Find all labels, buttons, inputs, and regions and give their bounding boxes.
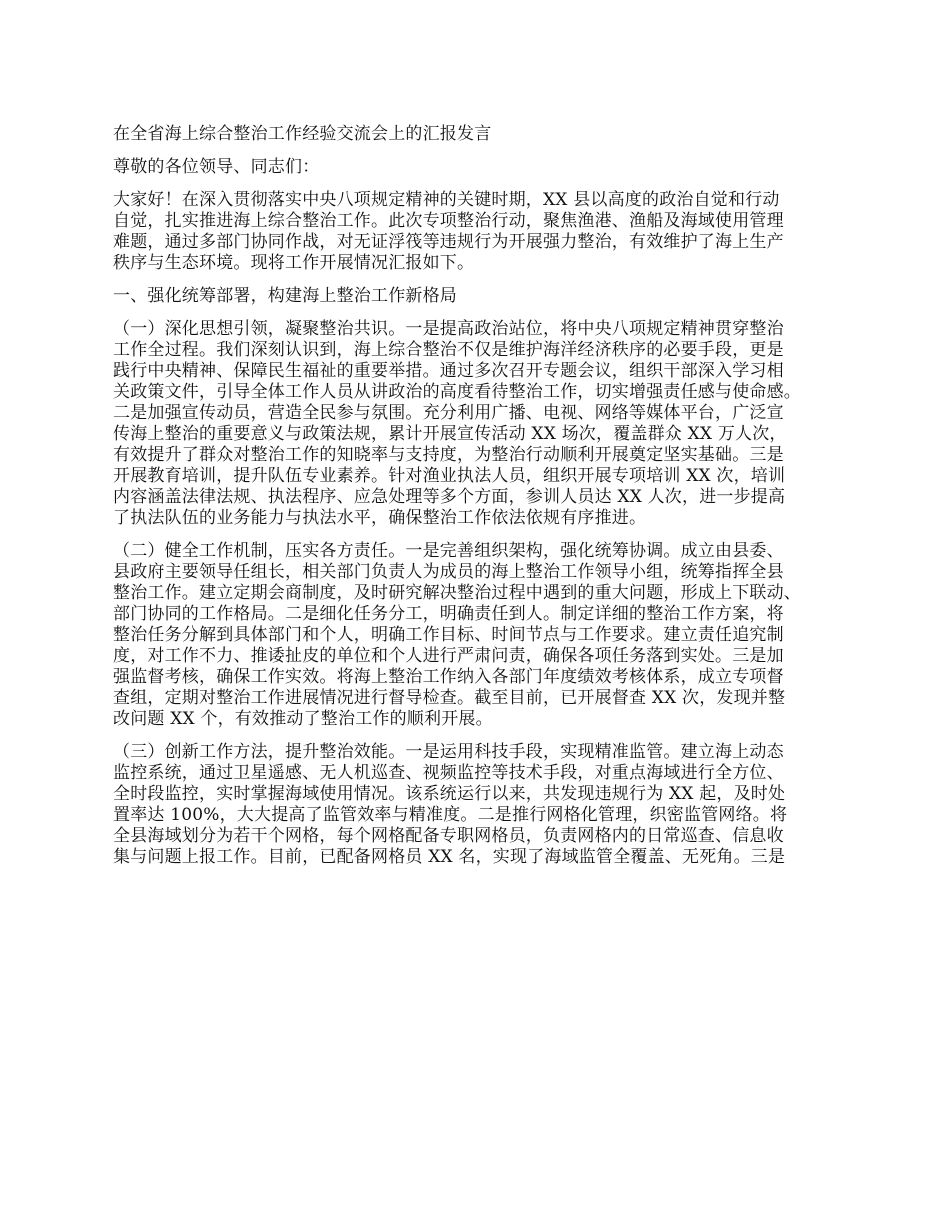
text-line: 二是加强宣传动员，营造全民参与氛围。充分利用广播、电视、网络等媒体平台，广泛宣 — [113, 403, 784, 423]
text-line: 自觉，扎实推进海上综合整治工作。此次专项整治行动，聚焦渔港、渔船及海域使用管理 — [113, 211, 784, 231]
text-line: 难题，通过多部门协同作战，对无证浮筏等违规行为开展强力整治，有效维护了海上生产 — [113, 232, 784, 252]
text-line: （一）深化思想引领，凝聚整治共识。一是提高政治站位，将中央八项规定精神贯穿整治 — [113, 319, 784, 339]
text-line: 置率达 100%，大大提高了监管效率与精准度。二是推行网格化管理，织密监管网络。将 — [113, 805, 788, 825]
text-line: 改问题 XX 个，有效推动了整治工作的顺利开展。 — [113, 709, 493, 729]
text-line: 传海上整治的重要意义与政策法规，累计开展宣传活动 XX 场次，覆盖群众 XX 万人次， — [113, 424, 787, 444]
text-line: 内容涵盖法律法规、执法程序、应急处理等多个方面，参训人员达 XX 人次，进一步提高 — [113, 487, 786, 507]
paragraph-1 — [113, 319, 853, 529]
text-line: 部门协同的工作格局。二是细化任务分工，明确责任到人。制定详细的整治工作方案，将 — [113, 604, 784, 624]
heading-line: 一、强化统筹部署，构建海上整治工作新格局 — [113, 286, 457, 306]
document-title — [113, 124, 853, 145]
paragraph-2 — [113, 541, 853, 730]
text-line: 县政府主要领导任组长，相关部门负责人为成员的海上整治工作领导小组，统筹指挥全县 — [113, 562, 784, 582]
text-line: 全县海域划分为若干个网格，每个网格配备专职网格员，负责网格内的日常巡查、信息收 — [113, 826, 784, 846]
text-line: 集与问题上报工作。目前，已配备网格员 XX 名，实现了海域监管全覆盖、无死角。三是 — [113, 847, 786, 867]
text-line: 大家好！在深入贯彻落实中央八项规定精神的关键时期，XX 县以高度的政治自觉和行动 — [113, 190, 780, 210]
text-line: 开展教育培训，提升队伍专业素养。针对渔业执法人员，组织开展专项培训 XX 次，培训 — [113, 466, 786, 486]
text-line: 了执法队伍的业务能力与执法水平，确保整治工作依法依规有序推进。 — [113, 508, 647, 528]
text-line: （三）创新工作方法，提升整治效能。一是运用科技手段，实现精准监管。建立海上动态 — [113, 742, 784, 762]
text-line: 践行中央精神、保障民生福祉的重要举措。通过多次召开专题会议，组织干部深入学习相 — [113, 361, 784, 381]
text-line: 度，对工作不力、推诿扯皮的单位和个人进行严肃问责，确保各项任务落到实处。三是加 — [113, 646, 784, 666]
text-line: 监控系统，通过卫星遥感、无人机巡查、视频监控等技术手段，对重点海域进行全方位、 — [113, 763, 784, 783]
text-line: 强监督考核，确保工作实效。将海上整治工作纳入各部门年度绩效考核体系，成立专项督 — [113, 667, 784, 687]
greeting-line: 尊敬的各位领导、同志们： — [113, 157, 320, 177]
paragraph-3 — [113, 742, 853, 868]
document-page — [113, 124, 853, 880]
text-line: 查组，定期对整治工作进展情况进行督导检查。截至目前，已开展督查 XX 次，发现并整 — [113, 688, 786, 708]
text-line: 整治任务分解到具体部门和个人，明确工作目标、时间节点与工作要求。建立责任追究制 — [113, 625, 784, 645]
text-line: 工作全过程。我们深刻认识到，海上综合整治不仅是维护海洋经济秩序的必要手段，更是 — [113, 340, 784, 360]
greeting — [113, 157, 853, 178]
text-line: 全时段监控，实时掌握海域使用情况。该系统运行以来，共发现违规行为 XX 起，及时处 — [113, 784, 786, 804]
text-line: 秩序与生态环境。现将工作开展情况汇报如下。 — [113, 253, 475, 273]
text-line: 整治工作。建立定期会商制度，及时研究解决整治过程中遇到的重大问题，形成上下联动、 — [113, 583, 801, 603]
section-heading — [113, 286, 853, 307]
intro-paragraph — [113, 190, 853, 274]
text-line: 关政策文件，引导全体工作人员从讲政治的高度看待整治工作，切实增强责任感与使命感。 — [113, 382, 801, 402]
title-line: 在全省海上综合整治工作经验交流会上的汇报发言 — [113, 124, 492, 144]
text-line: 有效提升了群众对整治工作的知晓率与支持度，为整治行动顺利开展奠定坚实基础。三是 — [113, 445, 784, 465]
text-line: （二）健全工作机制，压实各方责任。一是完善组织架构，强化统筹协调。成立由县委、 — [113, 541, 784, 561]
